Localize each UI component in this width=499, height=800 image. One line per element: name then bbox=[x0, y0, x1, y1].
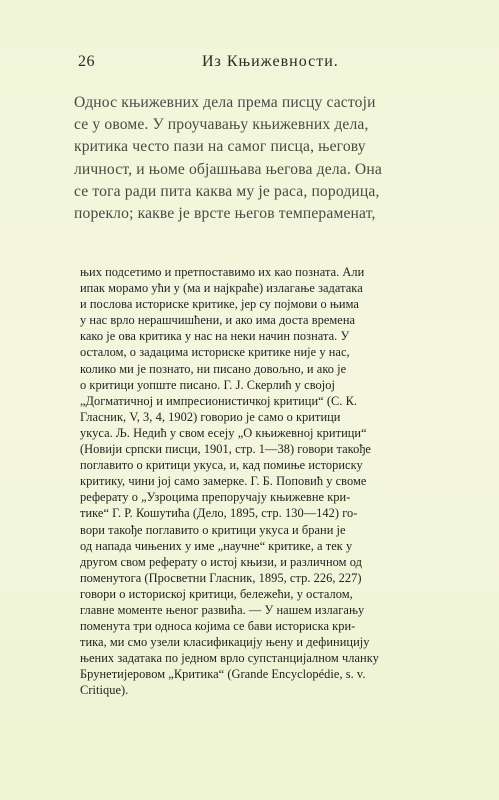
footnote-line: поменутога (Просветни Гласник, 1895, стр. 226, 227) bbox=[80, 570, 362, 585]
footnote-line: како је ова критика у нас на неки начин позната. У bbox=[80, 329, 350, 344]
footnote bbox=[80, 264, 465, 699]
footnote-line: говори о историској критици, бележећи, у осталом, bbox=[80, 586, 353, 601]
footnote-line: поглавито о критици укуса, и, кад помиње историску bbox=[80, 458, 363, 473]
footnote-line: и послова историске критике, јер су појмови о њима bbox=[80, 297, 359, 312]
main-text-line: Однос књижевних дела према писцу састоји bbox=[74, 94, 376, 111]
footnote-line: тика, ми смо узели класификацију њену и дефиницију bbox=[80, 635, 370, 650]
footnote-line: укуса. Љ. Недић у свом есеју „О књижевној критици“ bbox=[80, 425, 367, 440]
main-text-line: порекло; какве је врсте његов темпераменат, bbox=[74, 204, 376, 222]
footnote-line: њих подсетимо и претпоставимо их као позната. Али bbox=[80, 265, 365, 279]
footnote-line: реферату о „Узроцима препоручају књижевне кри- bbox=[80, 490, 351, 505]
footnote-line: „Догматичној и импресионистичкој критици“ (С. К. bbox=[80, 393, 358, 408]
footnote-line: колико ми је познато, ни писано довољно, и ако је bbox=[80, 361, 347, 376]
footnote-line: критику, чини јој само замерке. Г. Б. Поповић у своме bbox=[80, 474, 367, 489]
footnote-line: другом свом реферату о истој књизи, и различном од bbox=[80, 554, 362, 569]
footnote-line: Гласник, V, 3, 4, 1902) говорио је само о критици bbox=[80, 409, 341, 424]
footnote-line: (Новији српски писци, 1901, стр. 1—38) говори такође bbox=[80, 442, 371, 457]
running-head bbox=[70, 53, 433, 77]
footnote-line: осталом, о задацима историске критике није у нас, bbox=[80, 345, 350, 360]
footnote-line: њених задатака по једном врло супстанцијалном чланку bbox=[80, 651, 379, 666]
footnote-line: о критици уопште писано. Г. Ј. Скерлић у својој bbox=[80, 377, 336, 392]
footnote-line: главне моменте њеног развића. — У нашем излагању bbox=[80, 602, 365, 617]
main-text-line: се у овоме. У проучавању књижевних дела, bbox=[74, 116, 369, 134]
footnote-line: поменута три односа којима се бави историска кри- bbox=[80, 619, 356, 634]
footnote-line: Critique). bbox=[80, 683, 129, 698]
main-text-line: се тога ради пита каква му је раса, породица, bbox=[74, 182, 380, 200]
footnote-line: од напада чињених у име „научне“ критике, а тек у bbox=[80, 538, 353, 553]
footnote-line: у нас врло нерашчишћени, и ако има доста времена bbox=[80, 313, 356, 328]
page-number: 26 bbox=[78, 53, 95, 70]
footnote-line: тике“ Г. Р. Кошутића (Дело, 1895, стр. 130—142) го- bbox=[80, 506, 358, 521]
main-text-line: критика често пази на самог писца, његову bbox=[74, 138, 366, 156]
footnote-line: ипак морамо ући у (ма и најкраће) излагање задатака bbox=[80, 281, 363, 296]
footnote-line: вори такође поглавито о критици укуса и брани је bbox=[80, 522, 346, 537]
running-title: Из Књижевности. bbox=[202, 53, 339, 70]
footnote-line: Брунетијеровом „Критика“ (Grande Encyclopédie, s. v. bbox=[80, 667, 366, 682]
main-text-line: личност, и њоме објашњава његова дела. Она bbox=[74, 160, 382, 178]
main-text-paragraph bbox=[74, 92, 459, 225]
